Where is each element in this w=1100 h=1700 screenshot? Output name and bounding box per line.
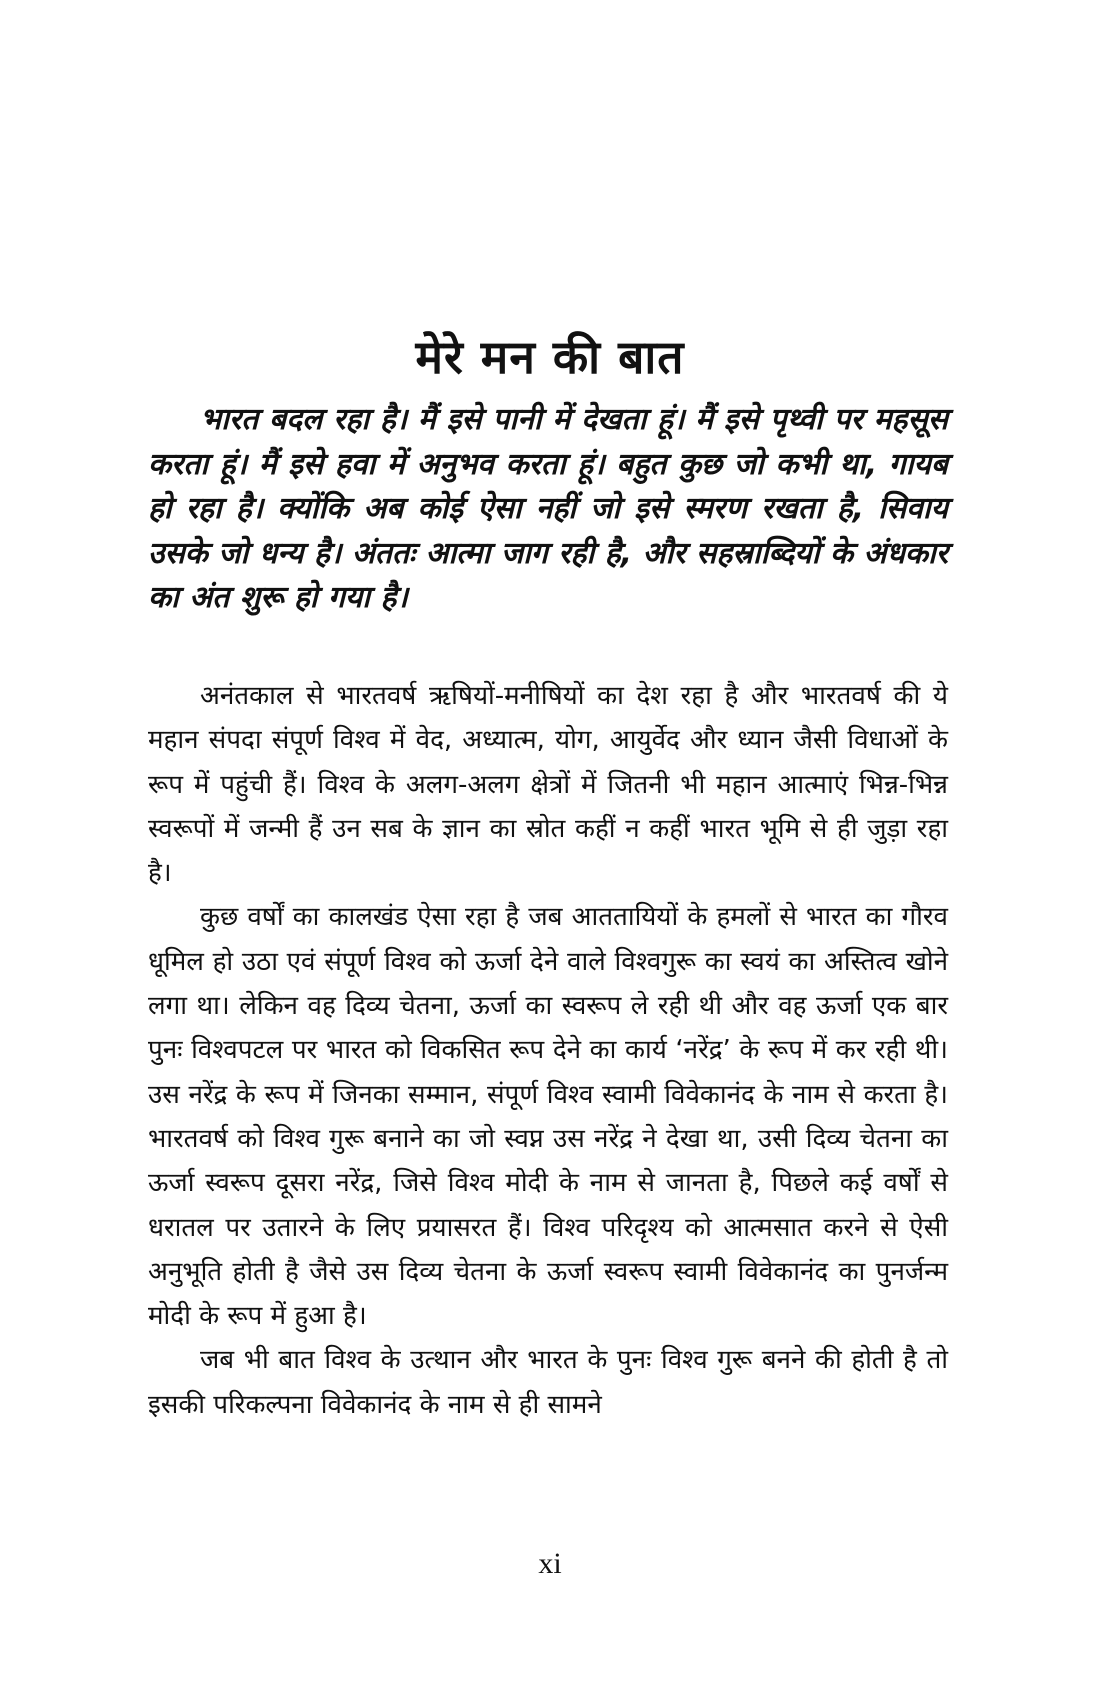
- paragraph: जब भी बात विश्व के उत्थान और भारत के पुनः विश्व गुरू बनने की होती है तो इसकी परिकल्पना विवेकानंद के नाम से ही सामने: [148, 1345, 948, 1420]
- paragraph: अनंतकाल से भारतवर्ष ऋषियों-मनीषियों का देश रहा है और भारतवर्ष की ये महान संपदा संपूर्ण विश्व में वेद, अध्यात्म, योग, आयुर्वेद और ध्यान जैसी विधाओं के रूप में पहुंची हैं। विश्व के अलग-अलग क्षेत्रों में जितनी भी महान आत्माएं भिन्न-भिन्न स्वरूपों में जन्मी हैं उन सब के ज्ञान का स्रोत कहीं न कहीं भारत भूमि से ही जुड़ा रहा है।: [148, 681, 948, 889]
- body-text: [148, 674, 948, 1427]
- page-number: xi: [538, 1547, 562, 1580]
- epigraph-quote: भारत बदल रहा है। मैं इसे पानी में देखता हूं। मैं इसे पृथ्वी पर महसूस करता हूं। मैं इसे हवा में अनुभव करता हूं। बहुत कुछ जो कभी था, गायब हो रहा है। क्योंकि अब कोई ऐसा नहीं जो इसे स्मरण रखता है, सिवाय उसके जो धन्य है। अंततः आत्मा जाग रही है, और सहस्राब्दियों के अंधकार का अंत शुरू हो गया है।: [148, 402, 948, 616]
- paragraph: कुछ वर्षों का कालखंड ऐसा रहा है जब आततायियों के हमलों से भारत का गौरव धूमिल हो उठा एवं संपूर्ण विश्व को ऊर्जा देने वाले विश्वगुरू का स्वयं का अस्तित्व खोने लगा था। लेकिन वह दिव्य चेतना, ऊर्जा का स्वरूप ले रही थी और वह ऊर्जा एक बार पुनः विश्वपटल पर भारत को विकसित रूप देने का कार्य ‘नरेंद्र’ के रूप में कर रही थी। उस नरेंद्र के रूप में जिनका सम्मान, संपूर्ण विश्व स्वामी विवेकानंद के नाम से करता है। भारतवर्ष को विश्व गुरू बनाने का जो स्वप्न उस नरेंद्र ने देखा था, उसी दिव्य चेतना का ऊर्जा स्वरूप दूसरा नरेंद्र, जिसे विश्व मोदी के नाम से जानता है, पिछले कई वर्षों से धरातल पर उतारने के लिए प्रयासरत हैं। विश्व परिदृश्य को आत्मसात करने से ऐसी अनुभूति होती है जैसे उस दिव्य चेतना के ऊर्जा स्वरूप स्वामी विवेकानंद का पुनर्जन्म मोदी के रूप में हुआ है।: [148, 902, 948, 1332]
- chapter-title: मेरे मन की बात: [415, 329, 685, 384]
